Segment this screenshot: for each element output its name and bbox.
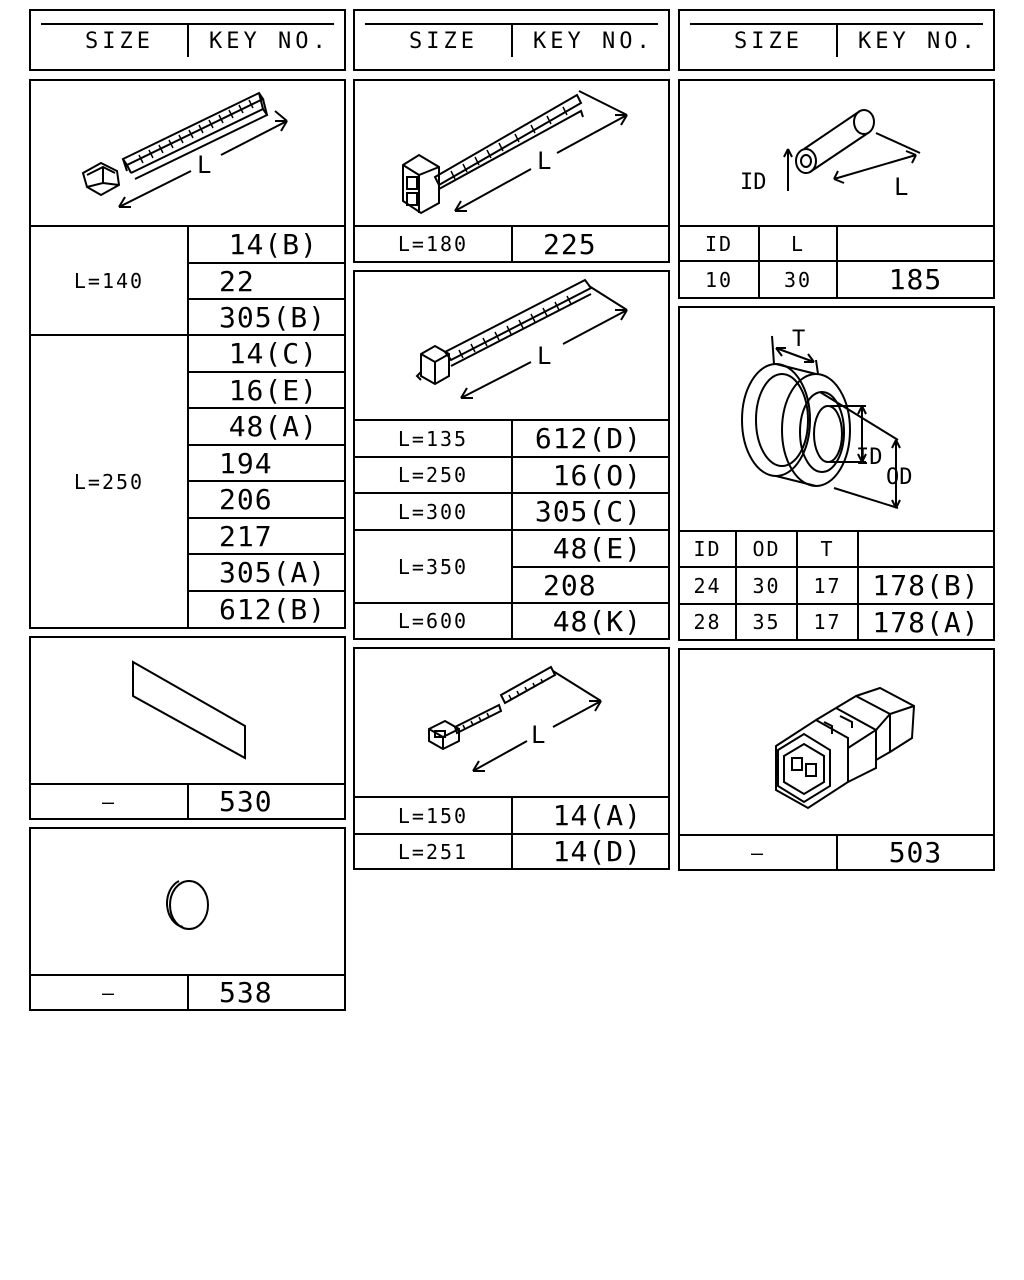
key-cell: 305(A) (187, 553, 346, 592)
key-cell: 16(O) (511, 456, 670, 494)
key-cell: 22 (187, 262, 346, 300)
header-col1 (29, 9, 346, 71)
cable-tie-illustration-box (29, 79, 346, 227)
key-cell: 178(B) (857, 566, 995, 605)
size-cell: L=250 (29, 334, 189, 629)
header-col3 (678, 9, 995, 71)
size-cell: — (29, 783, 189, 820)
header-key: KEY NO. (858, 29, 979, 54)
key-cell: 225 (511, 225, 670, 263)
size-cell: L=251 (353, 833, 513, 870)
table-head-l: L (758, 225, 838, 262)
table-head-od: OD (735, 530, 798, 568)
size-cell: L=135 (353, 419, 513, 458)
dim-l-label: L (537, 147, 552, 175)
dim-t-label: T (792, 327, 806, 352)
size-cell: L=300 (353, 492, 513, 531)
id-value: 24 (678, 566, 737, 605)
grommet-drawing (680, 308, 993, 530)
size-cell: L=600 (353, 602, 513, 640)
od-value: 35 (735, 603, 798, 641)
od-value: 30 (735, 566, 798, 605)
tie-drawing (355, 272, 668, 419)
key-cell: 16(E) (187, 371, 346, 409)
pad-drawing (31, 638, 344, 783)
key-cell: 48(E) (511, 529, 670, 568)
t-value: 17 (796, 603, 859, 641)
header-key: KEY NO. (533, 29, 654, 54)
size-cell: L=180 (353, 225, 513, 263)
size-cell: L=150 (353, 796, 513, 835)
size-cell: L=140 (29, 225, 189, 336)
header-col2 (353, 9, 670, 71)
table-head-key (857, 530, 995, 568)
table-head-t: T (796, 530, 859, 568)
header-size: SIZE (734, 29, 803, 54)
key-cell: 14(B) (187, 225, 346, 264)
connector-illustration-box (678, 648, 995, 836)
id-value: 10 (678, 260, 760, 299)
table-head-id: ID (678, 530, 737, 568)
tie-illustration-box (353, 270, 670, 421)
key-cell: 305(B) (187, 298, 346, 336)
dim-id-label: ID (740, 170, 767, 195)
key-cell: 530 (187, 783, 346, 820)
small-tie-drawing (355, 649, 668, 796)
header-size: SIZE (85, 29, 154, 54)
tube-illustration-box (678, 79, 995, 227)
header-divider (511, 25, 513, 57)
pad-illustration-box (29, 636, 346, 785)
size-cell: — (29, 974, 189, 1011)
t-value: 17 (796, 566, 859, 605)
key-cell: 14(A) (511, 796, 670, 835)
key-cell: 178(A) (857, 603, 995, 641)
table-head-key (836, 225, 995, 262)
header-divider (836, 25, 838, 57)
key-cell: 194 (187, 444, 346, 482)
key-cell: 612(D) (511, 419, 670, 458)
size-cell: — (678, 834, 838, 871)
key-cell: 206 (187, 480, 346, 519)
key-cell: 48(A) (187, 407, 346, 446)
id-value: 28 (678, 603, 737, 641)
clip-tie-illustration-box (353, 79, 670, 227)
key-cell: 538 (187, 974, 346, 1011)
cap-drawing (31, 829, 344, 974)
tube-drawing (680, 81, 993, 225)
key-cell: 48(K) (511, 602, 670, 640)
small-tie-illustration-box (353, 647, 670, 798)
key-cell: 612(B) (187, 590, 346, 629)
dim-id-label: ID (856, 445, 883, 470)
key-cell: 217 (187, 517, 346, 555)
dim-od-label: OD (886, 465, 913, 490)
cap-illustration-box (29, 827, 346, 976)
key-cell: 503 (836, 834, 995, 871)
key-cell: 208 (511, 566, 670, 604)
size-cell: L=350 (353, 529, 513, 604)
l-value: 30 (758, 260, 838, 299)
dim-l-label: L (537, 342, 552, 370)
size-cell: L=250 (353, 456, 513, 494)
table-head-id: ID (678, 225, 760, 262)
dim-l-label: L (531, 721, 546, 749)
header-size: SIZE (409, 29, 478, 54)
key-cell: 14(C) (187, 334, 346, 373)
header-divider (187, 25, 189, 57)
connector-drawing (680, 650, 993, 834)
clip-tie-drawing (355, 81, 668, 225)
cable-tie-drawing (31, 81, 344, 225)
dim-l-label: L (894, 173, 909, 201)
key-cell: 14(D) (511, 833, 670, 870)
grommet-illustration-box (678, 306, 995, 532)
header-key: KEY NO. (209, 29, 330, 54)
key-cell: 305(C) (511, 492, 670, 531)
key-cell: 185 (836, 260, 995, 299)
dim-l-label: L (197, 151, 212, 179)
